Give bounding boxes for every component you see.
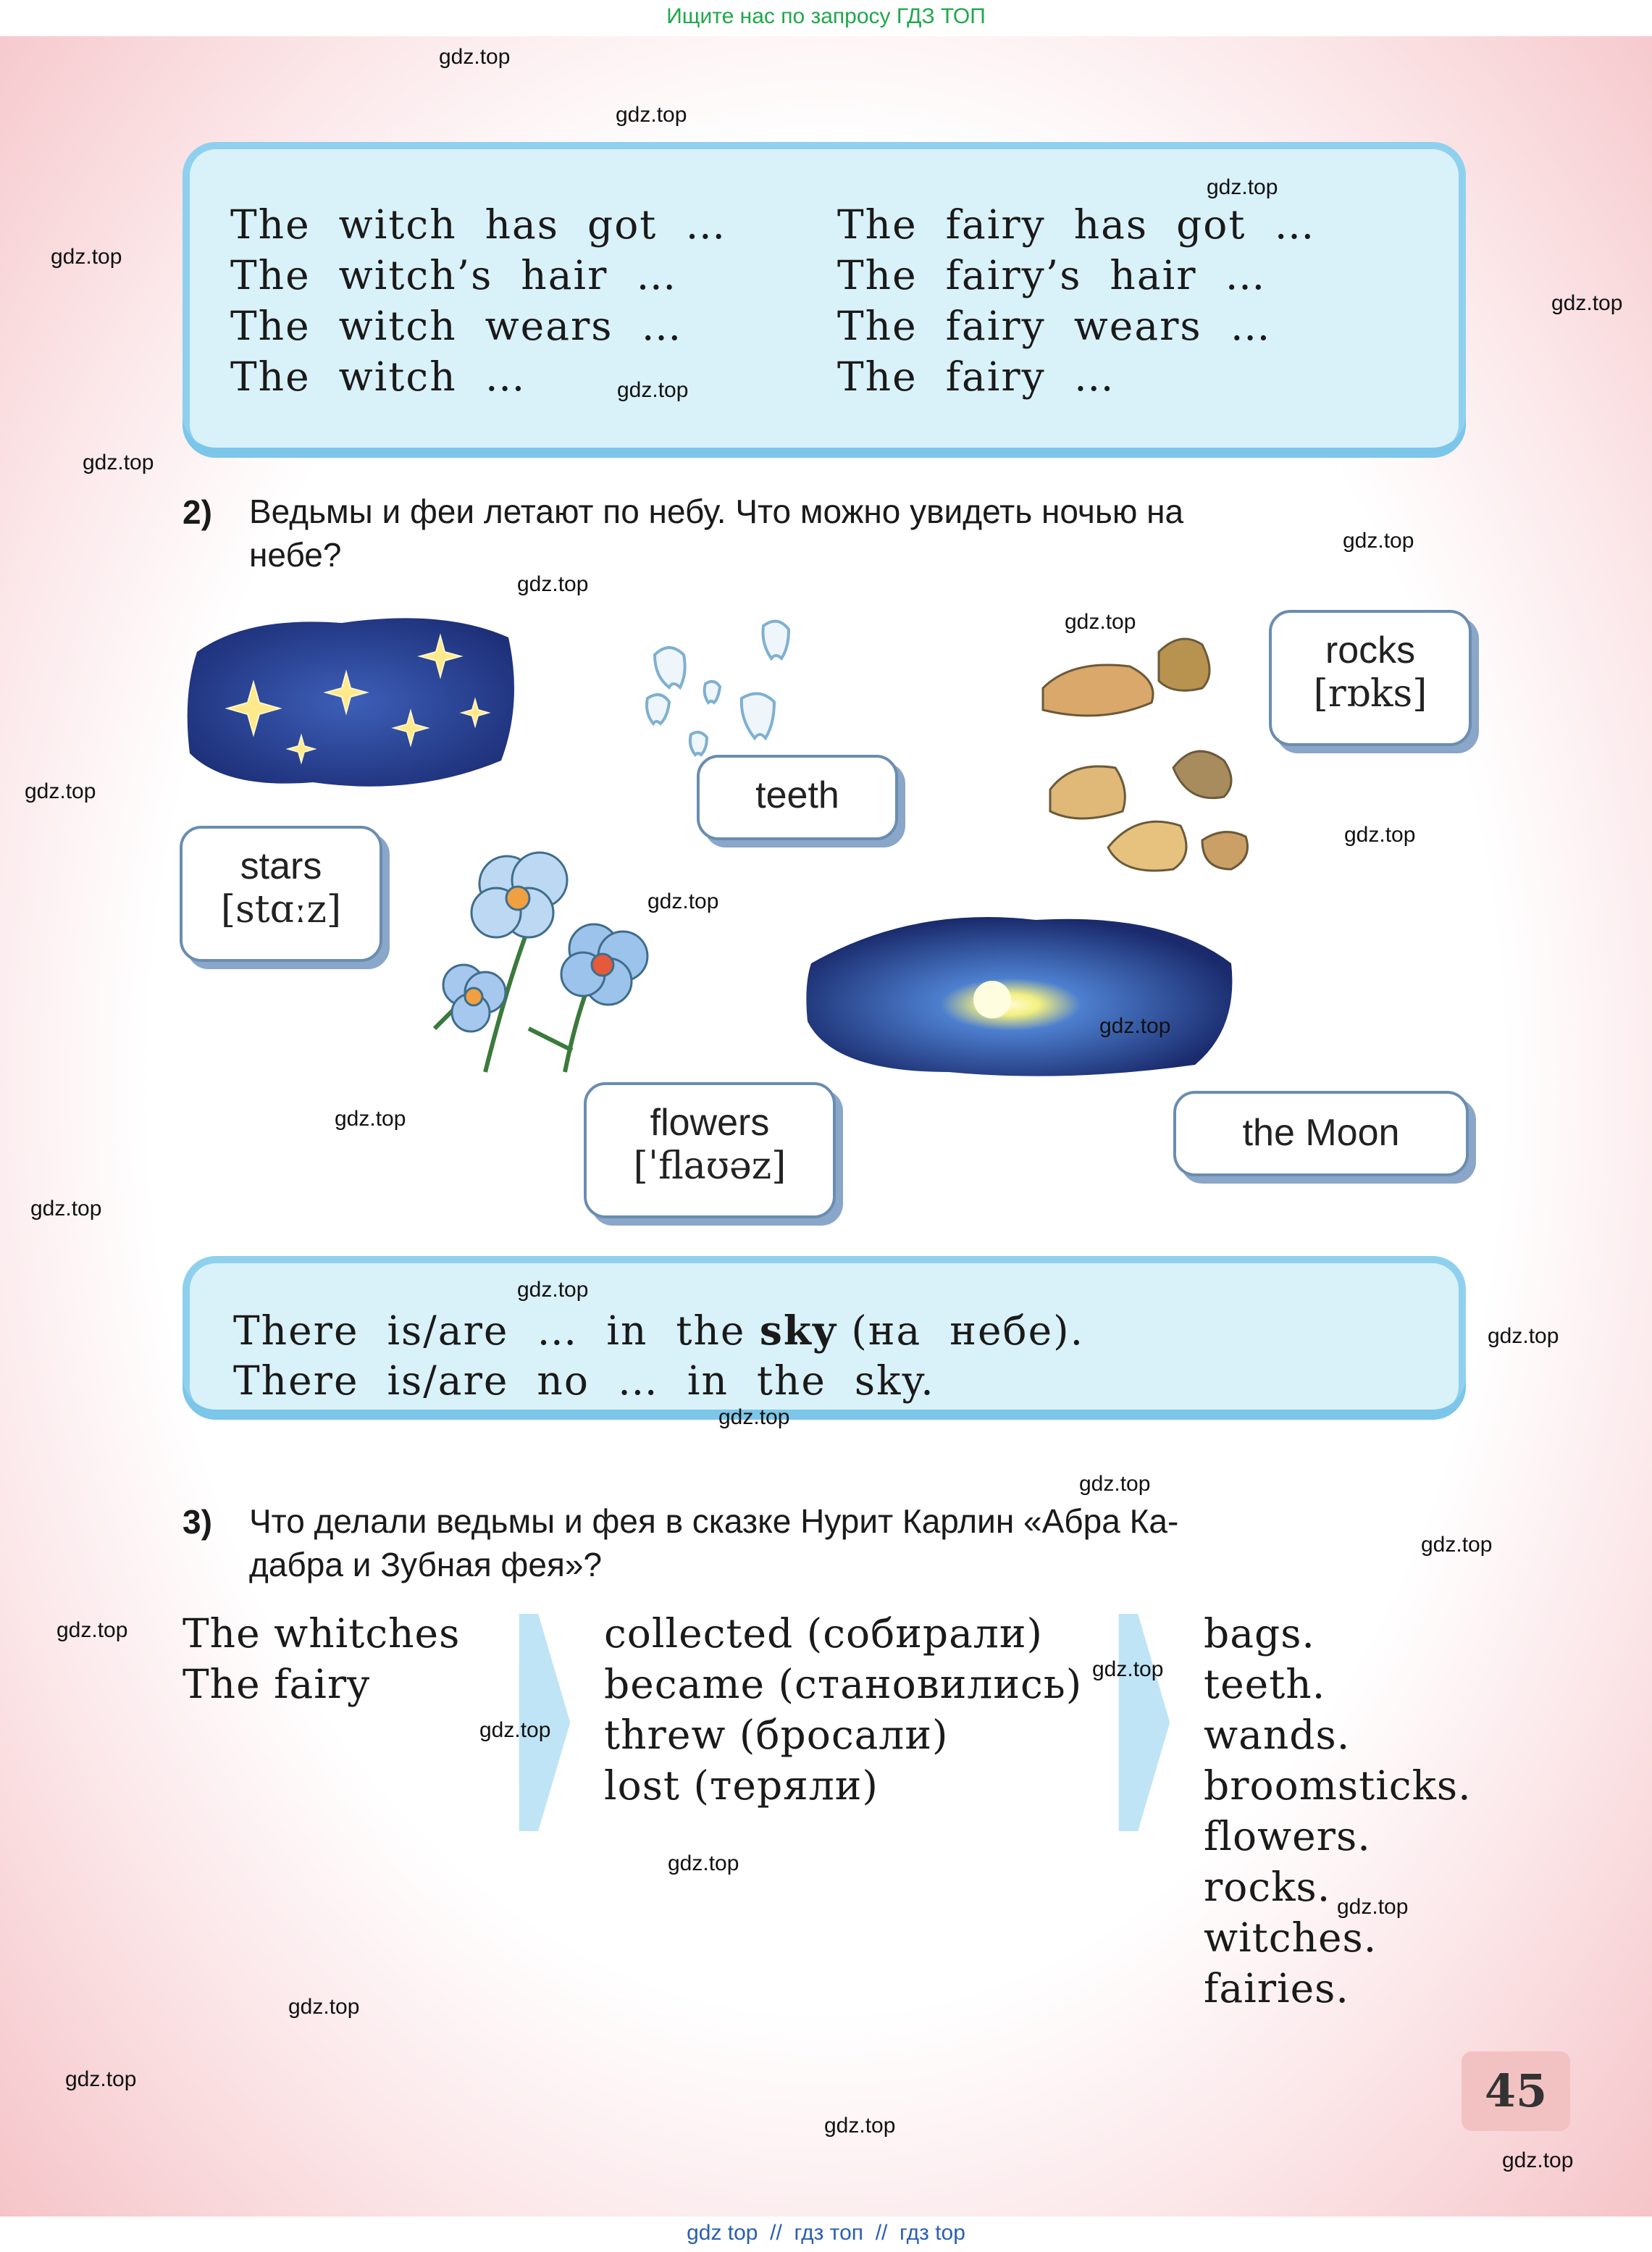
verb-item: collected (собирали) bbox=[604, 1610, 1043, 1657]
object-item: wands. bbox=[1204, 1712, 1351, 1758]
object-item: broomsticks. bbox=[1204, 1762, 1472, 1809]
object-item: bags. bbox=[1204, 1610, 1315, 1657]
watermark-text: gdz.top bbox=[517, 1278, 589, 1302]
watermark-text: gdz.top bbox=[65, 2067, 137, 2091]
object-item: flowers. bbox=[1204, 1813, 1371, 1859]
page-number: 45 bbox=[1462, 2051, 1570, 2131]
flowers-illustration bbox=[420, 840, 674, 1087]
label-stars-transcription: [stɑːz] bbox=[220, 888, 342, 932]
watermark-text: gdz.top bbox=[616, 103, 687, 127]
watermark-text: gdz.top bbox=[1551, 291, 1623, 315]
subject-item: The whitches bbox=[183, 1610, 461, 1657]
task3-line1: Что делали ведьмы и фея в сказке Нурит Карлин «Абра Ка- bbox=[249, 1502, 1179, 1540]
task2-number: 2) bbox=[183, 493, 212, 531]
rocks-illustration bbox=[1036, 608, 1289, 884]
box1-right-2: The fairy’s hair … bbox=[837, 252, 1267, 298]
watermark-text: gdz.top bbox=[51, 245, 122, 269]
label-flowers-transcription: [ˈflaʊəz] bbox=[633, 1144, 787, 1188]
box2-line1-end: (на небе). bbox=[837, 1307, 1085, 1354]
subject-item: The fairy bbox=[183, 1661, 371, 1707]
watermark-text: gdz.top bbox=[617, 378, 689, 402]
box1-left-1: The witch has got … bbox=[230, 201, 727, 248]
verb-item: became (становились) bbox=[604, 1661, 1083, 1707]
label-teeth bbox=[697, 755, 898, 840]
arrow-right-icon bbox=[1115, 1614, 1173, 1831]
task2-line1: Ведьмы и феи летают по небу. Что можно увидеть ночью на bbox=[249, 493, 1184, 530]
label-stars-word: stars bbox=[240, 845, 322, 887]
stars-illustration bbox=[183, 608, 517, 797]
watermark-text: gdz.top bbox=[1502, 2148, 1574, 2172]
watermark-text: gdz.top bbox=[1092, 1657, 1164, 1681]
box1-right-1: The fairy has got … bbox=[837, 201, 1316, 248]
box1-left-3: The witch wears … bbox=[230, 303, 683, 349]
watermark-text: gdz.top bbox=[824, 2114, 896, 2138]
watermark-text: gdz.top bbox=[1337, 1895, 1409, 1919]
watermark-text: gdz.top bbox=[479, 1718, 551, 1742]
watermark-text: gdz.top bbox=[30, 1197, 102, 1221]
watermark-text: gdz.top bbox=[288, 1995, 360, 2019]
label-rocks-transcription: [rɒks] bbox=[1313, 672, 1427, 716]
watermark-text: gdz.top bbox=[1079, 1472, 1151, 1496]
sky-sentence-box bbox=[183, 1256, 1466, 1420]
box2-line1-start: There is/are … in the bbox=[233, 1307, 760, 1354]
task3-line2: дабра и Зубная фея»? bbox=[249, 1546, 603, 1583]
label-flowers bbox=[584, 1082, 836, 1218]
watermark-text: gdz.top bbox=[668, 1851, 739, 1875]
object-item: rocks. bbox=[1204, 1864, 1331, 1910]
box1-left-2: The witch’s hair … bbox=[230, 252, 678, 298]
box1-right-3: The fairy wears … bbox=[837, 303, 1272, 349]
box1-left-4: The witch … bbox=[230, 353, 527, 400]
verb-item: threw (бросали) bbox=[604, 1712, 949, 1758]
watermark-text: gdz.top bbox=[439, 45, 511, 69]
bottom-banner-text: gdz top // гдз топ // гдз top bbox=[687, 2221, 965, 2245]
label-rocks-word: rocks bbox=[1325, 629, 1416, 671]
watermark-text: gdz.top bbox=[1421, 1533, 1493, 1557]
label-flowers-word: flowers bbox=[650, 1102, 770, 1144]
watermark-text: gdz.top bbox=[647, 890, 719, 913]
subjects-column bbox=[183, 1608, 460, 1709]
watermark-text: gdz.top bbox=[1343, 529, 1414, 553]
label-rocks bbox=[1269, 610, 1472, 746]
watermark-text: gdz.top bbox=[1065, 610, 1136, 634]
teeth-illustration bbox=[633, 611, 807, 763]
verb-item: lost (теряли) bbox=[604, 1762, 879, 1809]
task3-number: 3) bbox=[183, 1503, 212, 1541]
watermark-text: gdz.top bbox=[1488, 1324, 1559, 1348]
watermark-text: gdz.top bbox=[517, 572, 589, 596]
object-item: teeth. bbox=[1204, 1661, 1326, 1707]
moon-night-sky-illustration bbox=[804, 905, 1238, 1079]
label-teeth-word: teeth bbox=[755, 774, 839, 816]
box2-line2: There is/are no … in the sky. bbox=[233, 1357, 935, 1404]
watermark-text: gdz.top bbox=[56, 1618, 128, 1642]
objects-column bbox=[1204, 1608, 1472, 2014]
label-moon bbox=[1173, 1091, 1469, 1176]
top-banner bbox=[0, 0, 1652, 36]
watermark-text: gdz.top bbox=[335, 1107, 406, 1131]
watermark-text: gdz.top bbox=[25, 779, 96, 803]
verbs-column bbox=[604, 1608, 1082, 1811]
object-item: fairies. bbox=[1204, 1965, 1349, 2012]
box2-line1 bbox=[233, 1307, 1084, 1354]
label-moon-word: the Moon bbox=[1242, 1112, 1400, 1154]
object-item: witches. bbox=[1204, 1914, 1378, 1961]
watermark-text: gdz.top bbox=[718, 1405, 790, 1429]
label-stars bbox=[180, 826, 382, 962]
box2-line1-sky: sky bbox=[759, 1307, 837, 1354]
watermark-text: gdz.top bbox=[1344, 823, 1416, 847]
box1-right-4: The fairy … bbox=[837, 353, 1115, 400]
watermark-text: gdz.top bbox=[1207, 175, 1278, 199]
top-banner-text: Ищите нас по запросу ГДЗ ТОП bbox=[666, 4, 986, 28]
watermark-text: gdz.top bbox=[83, 451, 154, 474]
task2-line2: небе? bbox=[249, 536, 342, 574]
watermark-text: gdz.top bbox=[1099, 1014, 1171, 1038]
bottom-banner bbox=[0, 2217, 1652, 2252]
